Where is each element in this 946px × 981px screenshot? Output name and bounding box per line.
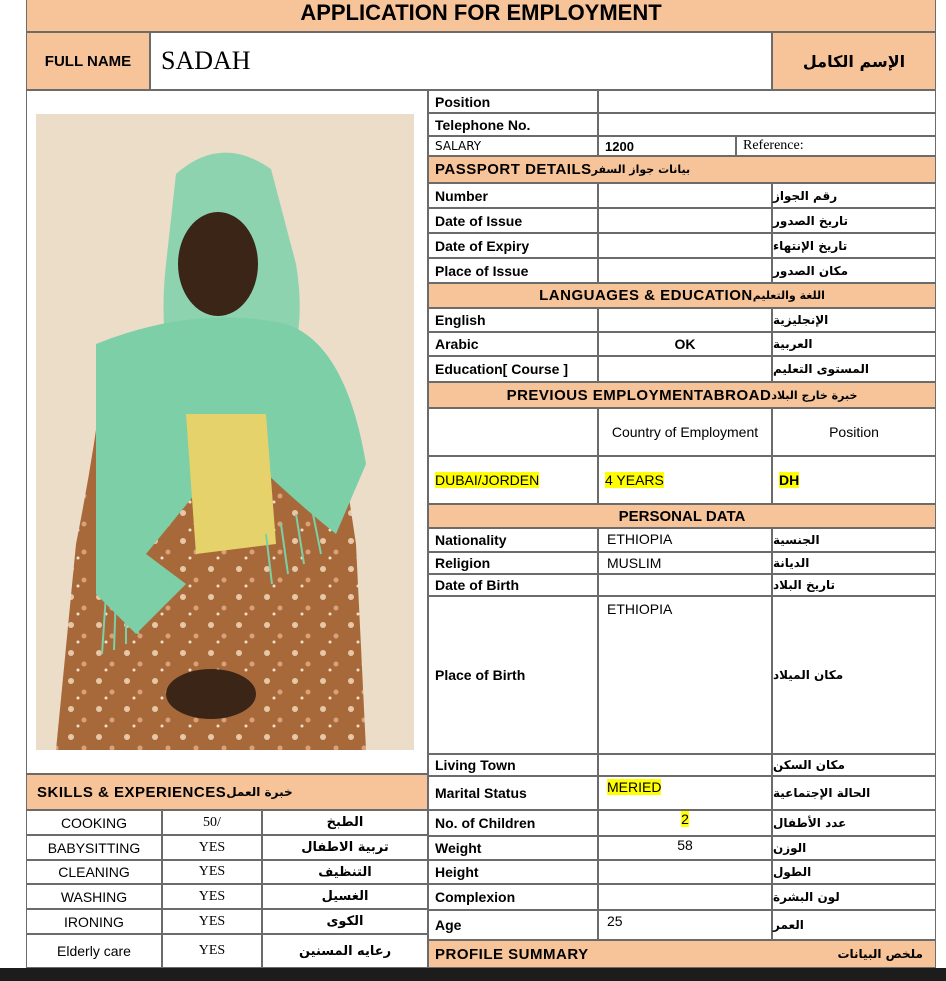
language-row-label (428, 356, 598, 382)
previous-header-text: PREVIOUS EMPLOYMENTABROAD (506, 386, 772, 404)
height-label-text: Height (435, 864, 479, 880)
telephone-label-text: Telephone No. (435, 116, 531, 133)
pob-label-ar (772, 596, 936, 754)
full-name-label (26, 32, 150, 90)
weight-value-text: 58 (677, 837, 693, 853)
passport-row-label-ar-text: مكان الصدور (773, 263, 849, 278)
personal-data-header-text: PERSONAL DATA (618, 507, 746, 525)
skill-value-text: YES (198, 864, 226, 879)
religion-label (428, 552, 598, 574)
language-row-label-ar-text: العربية (773, 337, 813, 351)
children-label-text: No. of Children (435, 815, 536, 831)
skill-value-text: YES (198, 913, 226, 929)
religion-value-text: MUSLIM (607, 555, 662, 571)
passport-row-label-text: Number (435, 187, 488, 204)
profile-summary-text: PROFILE SUMMARY (435, 945, 589, 963)
country-of-employment-text: Country of Employment (611, 424, 759, 440)
passport-header-ar-text: بيانات جواز السفر (591, 163, 691, 176)
pob-label-text: Place of Birth (435, 667, 526, 683)
skill-name-text: WASHING (60, 888, 128, 905)
living-label-ar (772, 754, 936, 776)
living-label-ar-text: مكان السكن (773, 758, 845, 772)
weight-label (428, 836, 598, 860)
passport-row-label-ar-text: تاريخ الإنتهاء (773, 238, 848, 253)
full-name-label-text: FULL NAME (44, 52, 132, 70)
height-label (428, 860, 598, 884)
passport-row-label-text: Place of Issue (435, 262, 529, 279)
full-name-label-ar (772, 32, 936, 90)
passport-header (428, 156, 936, 183)
passport-row-label-ar (772, 183, 936, 208)
telephone-field[interactable] (598, 113, 936, 136)
passport-row-label-text: Date of Issue (435, 212, 523, 229)
age-value-text: 25 (607, 913, 623, 929)
marital-label-ar (772, 776, 936, 810)
skill-value[interactable] (162, 884, 262, 909)
children-label (428, 810, 598, 836)
passport-row-label (428, 258, 598, 283)
skill-name-text: CLEANING (58, 864, 130, 880)
passport-row-label-ar (772, 233, 936, 258)
height-value[interactable] (598, 860, 772, 884)
previous-position-header (772, 408, 936, 456)
passport-row-label-ar-text: رقم الجواز (773, 188, 838, 203)
language-row-label-text: English (435, 312, 486, 328)
position-label-text: Position (435, 93, 491, 110)
page-title (26, 0, 936, 32)
skill-name-ar (262, 835, 428, 860)
pob-value[interactable] (598, 596, 772, 754)
nationality-label-text: Nationality (435, 532, 507, 548)
nationality-value[interactable] (598, 528, 772, 552)
reference-label-text: Reference: (743, 138, 804, 153)
previous-blank-cell (428, 408, 598, 456)
previous-position-cell[interactable] (772, 456, 936, 504)
nationality-value-text: ETHIOPIA (607, 531, 673, 547)
position-label (428, 90, 598, 113)
bottom-edge (0, 968, 946, 981)
skill-name-text: BABYSITTING (47, 839, 141, 856)
passport-row-label-ar (772, 258, 936, 283)
religion-label-text: Religion (435, 555, 491, 571)
salary-label (428, 136, 598, 156)
languages-header-text: LANGUAGES & EDUCATION (539, 287, 753, 304)
previous-place-text: DUBAI/JORDEN (435, 472, 540, 488)
children-value-text: 2 (681, 811, 689, 827)
reference-field[interactable] (736, 136, 936, 156)
skill-name-ar (262, 909, 428, 934)
previous-position-value: DH (779, 472, 800, 488)
skill-name-text: COOKING (60, 814, 128, 831)
nationality-label (428, 528, 598, 552)
language-row-value[interactable] (598, 332, 772, 356)
marital-value-text: MERIED (607, 779, 662, 795)
age-label-ar-text: العمر (773, 918, 804, 932)
age-label-ar (772, 910, 936, 940)
previous-place-cell[interactable] (428, 456, 598, 504)
living-label-text: Living Town (435, 757, 516, 773)
previous-position-text: Position (829, 424, 879, 440)
skill-name-ar (262, 934, 428, 968)
skill-name (26, 835, 162, 860)
full-name-value[interactable] (150, 32, 772, 90)
skill-name (26, 934, 162, 968)
age-label-text: Age (435, 917, 462, 933)
children-value[interactable] (598, 810, 772, 836)
telephone-label (428, 113, 598, 136)
complexion-label-ar-text: لون البشرة (773, 890, 840, 904)
dob-label-ar (772, 574, 936, 596)
passport-row-label-ar (772, 208, 936, 233)
skill-name-ar-text: رعايه المسنين (298, 943, 392, 959)
weight-label-text: Weight (435, 840, 482, 856)
skill-name-ar-text: الطبخ (326, 815, 364, 830)
passport-row-label (428, 233, 598, 258)
salary-value-text: 1200 (605, 138, 634, 154)
language-row-label-ar-text: الإنجليزية (773, 313, 829, 327)
languages-header-ar-text: اللغة والتعليم (752, 289, 825, 302)
position-field[interactable] (598, 90, 936, 113)
passport-header-text: PASSPORT DETAILS (435, 161, 592, 178)
children-label-ar (772, 810, 936, 836)
full-name-label-ar-text: الإسم الكامل (802, 51, 906, 71)
language-row-value[interactable] (598, 356, 772, 382)
country-of-employment-header (598, 408, 772, 456)
profile-summary-ar-text: ملخص البيانات (837, 947, 923, 961)
language-row-value-text: OK (674, 336, 696, 352)
nationality-label-ar-text: الجنسية (773, 533, 820, 547)
dob-label (428, 574, 598, 596)
passport-row-value[interactable] (598, 258, 772, 283)
dob-label-text: Date of Birth (435, 577, 519, 593)
language-row-label-ar (772, 308, 936, 332)
skill-name-ar-text: التنظيف (318, 864, 372, 880)
living-value[interactable] (598, 754, 772, 776)
salary-field[interactable] (598, 136, 736, 156)
page-title-text: APPLICATION FOR EMPLOYMENT (300, 0, 662, 25)
previous-duration-cell[interactable] (598, 456, 772, 504)
skill-name-ar-text: الغسيل (321, 889, 369, 904)
dob-label-ar-text: تاريخ البلاد (773, 578, 836, 592)
skill-name-ar-text: الكوى (326, 914, 364, 929)
skill-name (26, 810, 162, 835)
skill-name-text: IRONING (64, 913, 124, 930)
skill-name (26, 860, 162, 884)
passport-row-label (428, 183, 598, 208)
pob-value-text: ETHIOPIA (607, 601, 673, 617)
previous-duration-text: 4 YEARS (605, 472, 664, 488)
skill-value-text: YES (198, 839, 226, 855)
previous-header-ar-text: خبرة خارج البلاد (771, 388, 858, 402)
weight-label-ar-text: الوزن (773, 841, 807, 855)
skill-name (26, 909, 162, 934)
religion-value[interactable] (598, 552, 772, 574)
skill-name-ar (262, 860, 428, 884)
skill-value[interactable] (162, 860, 262, 884)
skill-name-ar (262, 884, 428, 909)
language-row-label-ar (772, 356, 936, 382)
passport-row-label-ar-text: تاريخ الصدور (773, 213, 848, 228)
skill-name-ar (262, 810, 428, 835)
language-row-label (428, 332, 598, 356)
full-name-value-text: SADAH (161, 46, 251, 75)
weight-value[interactable] (598, 836, 772, 860)
religion-label-ar (772, 552, 936, 574)
skill-value-text: YES (198, 888, 226, 904)
weight-label-ar (772, 836, 936, 860)
skill-value[interactable] (162, 810, 262, 835)
complexion-label (428, 884, 598, 910)
skill-value[interactable] (162, 909, 262, 934)
skills-header (26, 774, 428, 810)
age-value[interactable] (598, 910, 772, 940)
height-label-ar (772, 860, 936, 884)
languages-header (428, 283, 936, 308)
language-row-label-text: Arabic (435, 336, 479, 352)
passport-row-label (428, 208, 598, 233)
passport-row-value[interactable] (598, 208, 772, 233)
skill-value[interactable] (162, 835, 262, 860)
skill-name (26, 884, 162, 909)
personal-data-header (428, 504, 936, 528)
skills-header-ar-text: خبرة العمل (226, 785, 293, 799)
applicant-photo (36, 114, 414, 750)
dob-value[interactable] (598, 574, 772, 596)
language-row-value[interactable] (598, 308, 772, 332)
language-row-label-ar (772, 332, 936, 356)
language-row-label-ar-text: المستوى التعليم (773, 362, 869, 376)
salary-label-text: SALARY (435, 139, 482, 153)
children-label-ar-text: عدد الأطفال (773, 816, 847, 830)
profile-summary-header (428, 940, 936, 968)
height-label-ar-text: الطول (773, 865, 812, 879)
complexion-value[interactable] (598, 884, 772, 910)
living-label (428, 754, 598, 776)
marital-label-ar-text: الحالة الإجتماعية (773, 786, 871, 800)
passport-row-label-text: Date of Expiry (435, 237, 530, 254)
skill-value[interactable] (162, 934, 262, 968)
previous-employment-header (428, 382, 936, 408)
marital-label-text: Marital Status (435, 785, 527, 801)
language-row-label-text: Education[ Course ] (435, 361, 569, 377)
skill-name-ar-text: تربية الاطفال (301, 840, 389, 855)
passport-row-value[interactable] (598, 233, 772, 258)
complexion-label-ar (772, 884, 936, 910)
nationality-label-ar (772, 528, 936, 552)
passport-row-value[interactable] (598, 183, 772, 208)
skill-value-text: YES (198, 943, 226, 958)
religion-label-ar-text: الديانة (773, 556, 810, 570)
skill-value-text: 50/ (203, 814, 221, 830)
language-row-label (428, 308, 598, 332)
skills-header-text: SKILLS & EXPERIENCES (37, 783, 227, 801)
complexion-label-text: Complexion (435, 889, 516, 905)
pob-label (428, 596, 598, 754)
marital-label (428, 776, 598, 810)
skill-name-text: Elderly care (57, 943, 131, 959)
age-label (428, 910, 598, 940)
marital-value[interactable] (598, 776, 772, 810)
pob-label-ar-text: مكان الميلاد (773, 668, 844, 682)
